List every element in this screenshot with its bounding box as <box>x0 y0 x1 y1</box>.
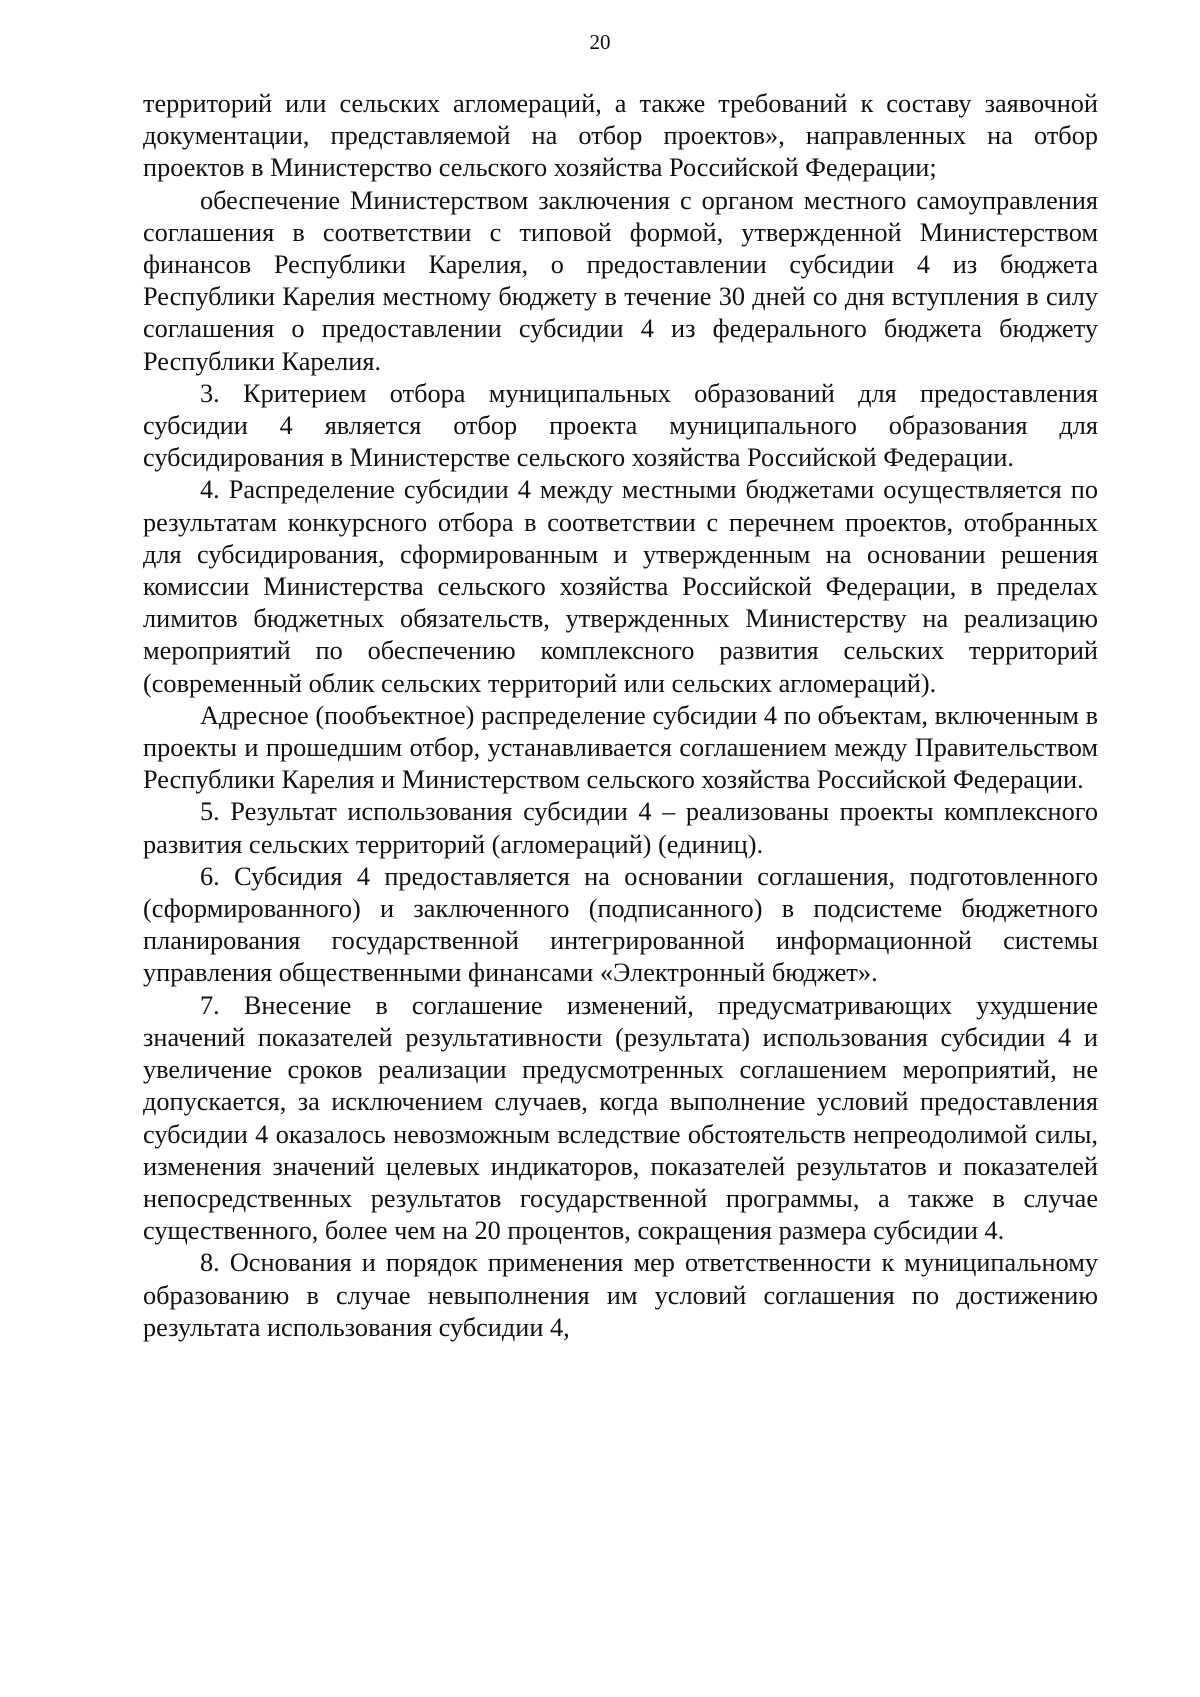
paragraph-address-distribution: Адресное (пообъектное) распределение субсидии 4 по объектам, включенным в проекты и прошедшим отбор, устанавливается соглашением между Правительством Республики Карелия и Министерством сельского хозяйства Российской Федерации. <box>143 700 1098 795</box>
paragraph-continuation: территорий или сельских агломераций, а также требований к составу заявочной документации, представляемой на отбор проектов», направленных на отбор проектов в Министерство сельского хозяйства Российской Федерации; <box>143 89 1098 183</box>
paragraph-item-8: 8. Основания и порядок применения мер ответственности к муниципальному образованию в случае невыполнения им условий соглашения по достижению результата использования субсидии 4, <box>143 1248 1098 1342</box>
paragraph-item-3: 3. Критерием отбора муниципальных образований для предоставления субсидии 4 является отбор проекта муниципального образования для субсидирования в Министерстве сельского хозяйства Российской Федерации. <box>143 378 1098 473</box>
paragraph-agreement-provision: обеспечение Министерством заключения с органом местного самоуправления соглашения в соответствии с типовой формой, утвержденной Министерством финансов Республики Карелия, о предоставлении субсидии 4 из бюджета Республики Карелия местному бюджету в течение 30 дней со дня вступления в силу соглашения о предоставлении субсидии 4 из федерального бюджета бюджету Республики Карелия. <box>143 185 1098 376</box>
paragraph-item-4: 4. Распределение субсидии 4 между местными бюджетами осуществляется по результатам конкурсного отбора в соответствии с перечнем проектов, отобранных для субсидирования, сформированным и утвержденным на основании решения комиссии Министерства сельского хозяйства Российской Федерации, в пределах лимитов бюджетных обязательств, утвержденных Министерству на реализацию мероприятий по обеспечению комплексного развития сельских территорий (современный облик сельских территорий или сельских агломераций). <box>143 475 1098 698</box>
paragraph-item-6: 6. Субсидия 4 предоставляется на основании соглашения, подготовленного (сформированного) и заключенного (подписанного) в подсистеме бюджетного планирования государственной интегрированной информационной системы управления общественными финансами «Электронный бюджет». <box>143 861 1098 988</box>
paragraph-item-5: 5. Результат использования субсидии 4 – реализованы проекты комплексного развития сельских территорий (агломераций) (единиц). <box>143 797 1098 859</box>
document-body <box>143 88 1098 1344</box>
paragraph-item-7: 7. Внесение в соглашение изменений, предусматривающих ухудшение значений показателей результативности (результата) использования субсидии 4 и увеличение сроков реализации предусмотренных соглашением мероприятий, не допускается, за исключением случаев, когда выполнение условий предоставления субсидии 4 оказалось невозможным вследствие обстоятельств непреодолимой силы, изменения значений целевых индикаторов, показателей результатов и показателей непосредственных результатов государственной программы, а также в случае существенного, более чем на 20 процентов, сокращения размера субсидии 4. <box>143 990 1098 1246</box>
page-number: 20 <box>589 30 611 54</box>
